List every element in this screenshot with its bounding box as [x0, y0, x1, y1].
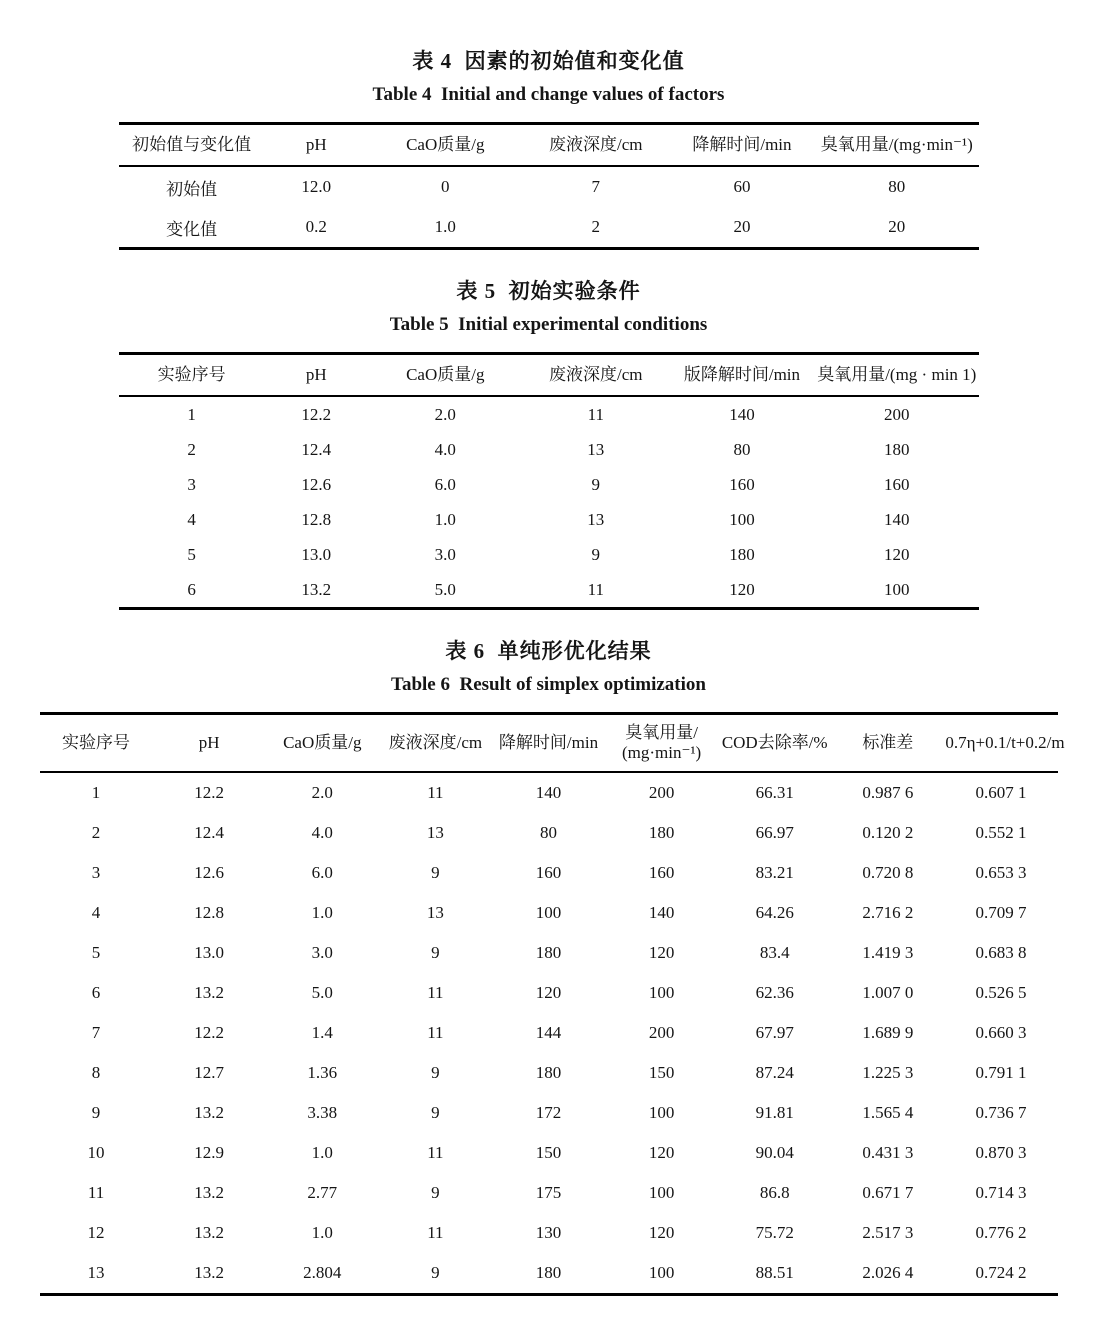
table-cell: 3.0 [434, 544, 456, 564]
table-cell: 2.77 [307, 1183, 338, 1202]
table-cell: 11 [427, 1143, 444, 1162]
table-cell: 8 [91, 1063, 101, 1082]
table-cell: 150 [648, 1063, 675, 1082]
column-header: pH [305, 135, 327, 154]
column-header: 废液深度/cm [549, 365, 643, 384]
table-cell: 13 [587, 439, 605, 459]
table-cell: 5.0 [434, 579, 456, 599]
table-cell: 0.552 1 [975, 823, 1027, 842]
table-cell: 200 [884, 404, 910, 424]
table-cell: 0.987 6 [862, 783, 914, 802]
table-cell: 10 [87, 1143, 105, 1162]
table-cell: 140 [884, 509, 910, 529]
table-cell: 0.120 2 [862, 823, 914, 842]
table-cell: 11 [427, 783, 444, 802]
table-cell: 90.04 [755, 1143, 794, 1162]
table-cell: 66.97 [755, 823, 794, 842]
table-cell: 100 [648, 983, 675, 1002]
table-cell: 9 [91, 1103, 101, 1122]
table-cell: 13.2 [194, 1103, 225, 1122]
table-cell: 0.870 3 [975, 1143, 1027, 1162]
table-row [40, 933, 1058, 973]
table-cell: 4 [187, 509, 196, 529]
table-cell: 5 [187, 544, 196, 564]
table-cell: 2 [91, 823, 101, 842]
table-cell: 12.6 [301, 474, 332, 494]
table-cell: 0.671 7 [862, 1183, 914, 1202]
table-cell: 11 [427, 1223, 444, 1242]
column-header: CaO质量/g [283, 733, 362, 752]
table5-title-en: Table 5 Initial experimental conditions [389, 314, 708, 335]
table-cell: 1.689 9 [862, 1023, 914, 1042]
table-cell: 140 [648, 903, 675, 922]
table5-section [0, 276, 1097, 610]
table-cell: 6.0 [434, 474, 456, 494]
table-cell: 0.714 3 [975, 1183, 1027, 1202]
table-cell: 0.526 5 [975, 983, 1027, 1002]
table-cell: 66.31 [755, 783, 794, 802]
table5-title-cn: 表 5 初始实验条件 [456, 279, 641, 303]
table-cell: 12.7 [194, 1063, 225, 1082]
table-cell: 4 [91, 903, 101, 922]
column-header: 实验序号 [157, 365, 226, 384]
table-cell: 6 [187, 579, 196, 599]
table-cell: 172 [535, 1103, 562, 1122]
header-row [40, 714, 1058, 773]
table-cell: 80 [539, 823, 557, 842]
table-cell: 1.0 [311, 903, 333, 922]
table-row [40, 1253, 1058, 1295]
table-cell: 1.565 4 [862, 1103, 914, 1122]
table-cell: 9 [431, 1183, 440, 1202]
table-cell: 3.0 [311, 943, 333, 962]
table-cell: 12 [87, 1223, 105, 1242]
table-cell: 9 [431, 943, 440, 962]
table-cell: 9 [431, 1263, 440, 1282]
header-row [119, 124, 979, 167]
table-row [40, 1093, 1058, 1133]
table-cell: 9 [431, 863, 440, 882]
table-cell: 130 [535, 1223, 562, 1242]
table-cell: 13 [587, 509, 605, 529]
table4-title-en: Table 4 Initial and change values of factors [372, 84, 725, 105]
table-cell: 13.2 [194, 1183, 225, 1202]
table-cell: 150 [535, 1143, 562, 1162]
table5 [119, 352, 979, 610]
table-cell: 1 [91, 783, 101, 802]
column-header: CaO质量/g [406, 365, 485, 384]
table-cell: 2.026 4 [862, 1263, 914, 1282]
table-cell: 2 [187, 439, 196, 459]
column-header: 0.7η+0.1/t+0.2/m [945, 733, 1065, 752]
table-cell: 0.709 7 [975, 903, 1027, 922]
table-cell: 80 [888, 177, 906, 196]
table-cell: 12.6 [194, 863, 225, 882]
table-cell: 2 [591, 217, 601, 236]
table-row [119, 502, 979, 537]
table-cell: 13 [426, 903, 444, 922]
table-cell: 12.8 [194, 903, 225, 922]
table-cell: 初始值 [166, 179, 218, 199]
table-cell: 120 [884, 544, 910, 564]
table-cell: 2.0 [311, 783, 333, 802]
table-cell: 9 [431, 1063, 440, 1082]
table-cell: 200 [648, 1023, 675, 1042]
table-cell: 7 [91, 1023, 101, 1042]
table-cell: 1.4 [311, 1023, 333, 1042]
table-cell: 88.51 [755, 1263, 794, 1282]
table-cell: 12.0 [301, 177, 332, 196]
table-cell: 12.2 [194, 1023, 225, 1042]
table-row [119, 537, 979, 572]
table-row [40, 813, 1058, 853]
table-cell: 变化值 [166, 219, 218, 239]
table-cell: 11 [587, 404, 604, 424]
table-cell: 180 [884, 439, 910, 459]
table-cell: 20 [888, 217, 906, 236]
table-cell: 13.0 [301, 544, 332, 564]
table-cell: 1.0 [434, 509, 456, 529]
column-header: 臭氧用量/(mg·min⁻¹) [820, 135, 973, 154]
table4-section [0, 46, 1097, 250]
table-cell: 6.0 [311, 863, 333, 882]
table-row [40, 772, 1058, 813]
table-row [119, 572, 979, 609]
table6-section [0, 636, 1097, 1296]
table-cell: 0.683 8 [975, 943, 1027, 962]
header-row [119, 354, 979, 397]
table-row [119, 467, 979, 502]
column-header: 废液深度/cm [388, 733, 483, 752]
table-cell: 12.4 [194, 823, 225, 842]
table-cell: 2.716 2 [862, 903, 914, 922]
column-header: 实验序号 [62, 733, 131, 752]
table-cell: 64.26 [755, 903, 794, 922]
table-cell: 100 [884, 579, 910, 599]
table-cell: 2.517 3 [862, 1223, 914, 1242]
table-cell: 0.776 2 [975, 1223, 1027, 1242]
table-cell: 160 [729, 474, 755, 494]
table-cell: 0.607 1 [975, 783, 1027, 802]
table-cell: 11 [587, 579, 604, 599]
table-cell: 1.0 [434, 217, 456, 236]
column-header: 降解时间/min [692, 135, 792, 154]
table-cell: 0.2 [305, 217, 327, 236]
table-cell: 4.0 [434, 439, 456, 459]
column-header: pH [198, 733, 220, 752]
table-row [40, 893, 1058, 933]
table-cell: 0.653 3 [975, 863, 1027, 882]
table-cell: 13.2 [301, 579, 332, 599]
table-cell: 12.4 [301, 439, 332, 459]
table-cell: 175 [535, 1183, 562, 1202]
table-row [119, 166, 979, 207]
table6 [40, 712, 1065, 1296]
table-cell: 91.81 [755, 1103, 794, 1122]
column-header: 标准差 [862, 733, 914, 752]
table-cell: 4.0 [311, 823, 333, 842]
table-cell: 2.804 [303, 1263, 342, 1282]
table-cell: 120 [648, 943, 675, 962]
table-cell: 11 [427, 1023, 444, 1042]
column-header: 版降解时间/min [683, 365, 801, 384]
table-cell: 75.72 [755, 1223, 794, 1242]
table-row [119, 432, 979, 467]
table-row [40, 1053, 1058, 1093]
table-cell: 6 [91, 983, 101, 1002]
table-cell: 86.8 [759, 1183, 790, 1202]
column-header: 臭氧用量/ (mg·min⁻¹) [621, 723, 702, 762]
table-cell: 0.720 8 [862, 863, 914, 882]
table-cell: 13 [426, 823, 444, 842]
table-cell: 12.2 [301, 404, 332, 424]
table-cell: 11 [427, 983, 444, 1002]
table-cell: 80 [733, 439, 751, 459]
table-cell: 3.38 [307, 1103, 338, 1122]
column-header: 臭氧用量/(mg · min 1) [817, 365, 977, 384]
table-cell: 200 [648, 783, 675, 802]
table-cell: 120 [648, 1143, 675, 1162]
table-cell: 0.431 3 [862, 1143, 914, 1162]
table-cell: 180 [729, 544, 755, 564]
table-cell: 180 [648, 823, 675, 842]
table-cell: 120 [729, 579, 755, 599]
table-cell: 13 [87, 1263, 105, 1282]
column-header: COD去除率/% [721, 733, 828, 752]
table-cell: 13.2 [194, 983, 225, 1002]
table-cell: 7 [591, 177, 601, 196]
table-cell: 13.2 [194, 1263, 225, 1282]
table-cell: 144 [535, 1023, 562, 1042]
column-header: 降解时间/min [498, 733, 599, 752]
table-cell: 180 [535, 1263, 562, 1282]
table-cell: 1.0 [311, 1223, 333, 1242]
table6-title-cn: 表 6 单纯形优化结果 [445, 639, 652, 663]
table-cell: 60 [733, 177, 751, 196]
table6-title-en: Table 6 Result of simplex optimization [391, 674, 706, 695]
table-row [40, 973, 1058, 1013]
table-cell: 12.2 [194, 783, 225, 802]
table-row [40, 1213, 1058, 1253]
table-cell: 100 [648, 1183, 675, 1202]
table4-title-cn: 表 4 因素的初始值和变化值 [412, 49, 685, 73]
table-cell: 160 [648, 863, 675, 882]
table-row [119, 207, 979, 249]
table-cell: 9 [591, 474, 601, 494]
table-cell: 140 [729, 404, 755, 424]
table-cell: 0.791 1 [975, 1063, 1027, 1082]
table-cell: 87.24 [755, 1063, 794, 1082]
table-cell: 1.007 0 [862, 983, 914, 1002]
column-header: CaO质量/g [406, 135, 485, 154]
table-cell: 1.36 [307, 1063, 338, 1082]
table-cell: 120 [648, 1223, 675, 1242]
table-cell: 100 [648, 1263, 675, 1282]
table-cell: 5 [91, 943, 101, 962]
table-cell: 62.36 [755, 983, 794, 1002]
table-cell: 180 [535, 1063, 562, 1082]
table-cell: 9 [431, 1103, 440, 1122]
table-row [119, 396, 979, 432]
table-row [40, 1173, 1058, 1213]
column-header: pH [305, 365, 327, 384]
column-header: 废液深度/cm [549, 135, 643, 154]
table-cell: 180 [535, 943, 562, 962]
table-cell: 5.0 [311, 983, 333, 1002]
table-cell: 0.724 2 [975, 1263, 1027, 1282]
table-cell: 0 [441, 177, 450, 196]
table4 [119, 122, 979, 250]
table-cell: 3 [91, 863, 101, 882]
table-cell: 12.8 [301, 509, 332, 529]
table-cell: 0.660 3 [975, 1023, 1027, 1042]
table-cell: 1.419 3 [862, 943, 914, 962]
table-cell: 1.0 [311, 1143, 333, 1162]
table-cell: 160 [535, 863, 562, 882]
table-cell: 13.0 [194, 943, 225, 962]
table-cell: 9 [591, 544, 601, 564]
table-cell: 1.225 3 [862, 1063, 914, 1082]
table-cell: 140 [535, 783, 562, 802]
table-row [40, 853, 1058, 893]
table-cell: 83.21 [755, 863, 794, 882]
table-cell: 2.0 [434, 404, 456, 424]
table-cell: 100 [648, 1103, 675, 1122]
table-cell: 13.2 [194, 1223, 225, 1242]
column-header: 初始值与变化值 [132, 135, 252, 154]
table-cell: 20 [733, 217, 751, 236]
table-row [40, 1013, 1058, 1053]
table-cell: 120 [535, 983, 562, 1002]
table-cell: 83.4 [759, 943, 790, 962]
table-cell: 100 [535, 903, 562, 922]
table-cell: 100 [729, 509, 755, 529]
table-cell: 160 [884, 474, 910, 494]
table-cell: 3 [187, 474, 196, 494]
table-row [40, 1133, 1058, 1173]
table-cell: 1 [187, 404, 196, 424]
table-cell: 67.97 [755, 1023, 794, 1042]
table-cell: 12.9 [194, 1143, 225, 1162]
table-cell: 11 [87, 1183, 105, 1202]
table-cell: 0.736 7 [975, 1103, 1027, 1122]
